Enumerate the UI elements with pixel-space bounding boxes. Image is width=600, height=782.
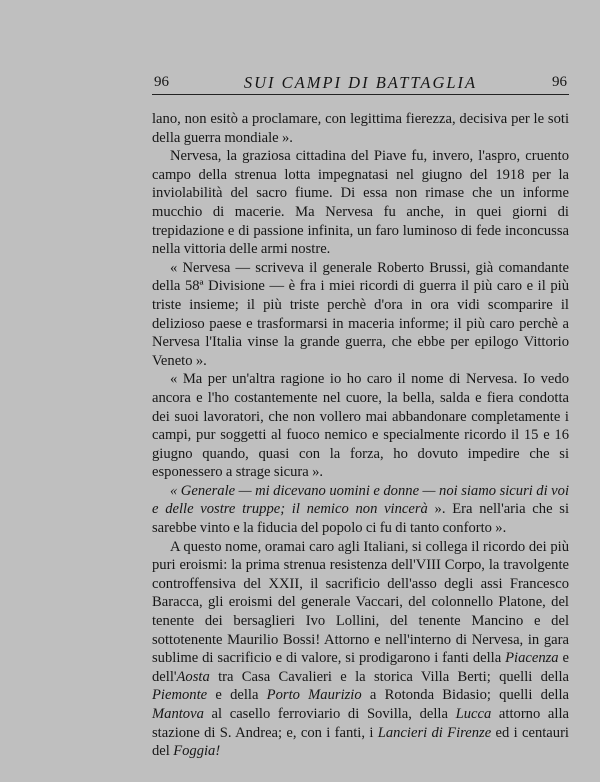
running-title: SUI CAMPI DI BATTAGLIA [243, 73, 478, 92]
paragraph-text: attorno alla stazione di S. Andrea; e, con i fanti, i [152, 706, 569, 741]
paragraph [152, 370, 569, 482]
italic-text: Lancieri di Firenze [377, 724, 492, 741]
italic-text: Lucca [455, 706, 492, 722]
paragraph-text: ed i centauri del [152, 724, 569, 760]
paragraph-text: al casello ferroviario di Sovilla, della [203, 706, 456, 722]
paragraph-text: A questo nome, oramai caro agli Italiani, si collega il ricordo dei più puri eroismi: la prima strenua resistenza dell'VIII Corpo, la travolgente controffensiva del XXII, il sacrificio dell'asso degli assi Francesco Baracca, gli eroismi del generale Vaccari, del colonnello Platone, del tenente dei bersaglieri Ivo Lollini, del tenente Mancino e del sottotenente Maurilio Bossi! Attorno e nell'interno di Nervesa, in gara sublime di sacrificio e di valore, si prodigarono i fanti della [152, 538, 569, 667]
paragraph-text: lano, non esitò a proclamare, con legittima fierezza, decisiva per le soti della guerra mondiale ». [152, 111, 569, 146]
italic-text: Piacenza [505, 650, 559, 667]
paragraph-text: ». Era nell'aria che si sarebbe vinto e la fiducia del popolo ci fu di tanto conforto ». [152, 501, 569, 537]
body-text [152, 110, 569, 761]
paragraph-text: Nervesa, la graziosa cittadina del Piave fu, invero, l'aspro, cruento campo della strenua lotta impegnatasi nel giugno del 1918 per la inviolabilità del sacro fiume. Di essa non rimase che un informe mucchio di macerie. Ma Nervesa fu anche, in quei giorni di trepidazione e di passione infinita, un faro luminoso di fede inconcussa nella vittoria delle armi nostre. [152, 148, 569, 258]
paragraph [152, 482, 569, 538]
page-number-right: 96 [552, 74, 567, 90]
paragraph [152, 147, 569, 259]
paragraph-text: e dell' [152, 650, 570, 685]
page-number-left: 96 [154, 74, 169, 90]
paragraph-text: « Ma per un'altra ragione io ho caro il nome di Nervesa. Io vedo ancora e l'ho costantemente nel cuore, la bella, salda e fiera condotta dei suoi lavoratori, che non vollero mai abbandonare completamente i campi, pur soggetti al fuoco nemico e specialmente ricordo il 15 e 16 giugno quando, quasi con la forza, ho dovuto impedire che si esponessero a strage sicura ». [152, 371, 569, 481]
paragraph [152, 259, 569, 371]
paragraph-text: « Nervesa — scriveva il generale Roberto Brussi, già comandante della 58ª Divisione — è fra i miei ricordi di guerra il più caro e il più triste insieme; il più triste perchè d'ora in ora vidi scomparire il delizioso paese e trasformarsi in maceria informe; il più caro perchè a Nervesa l'Italia vinse la grande guerra, che ebbe per epilogo Vittorio Veneto ». [152, 259, 569, 369]
italic-text: Porto Maurizio [266, 687, 362, 704]
paragraph [152, 538, 569, 761]
italic-text: Mantova [152, 706, 204, 722]
paragraph [152, 110, 569, 147]
italic-text: « Generale — mi dicevano uomini e donne — noi siamo sicuri di voi e delle vostre truppe; il nemico non vincerà [152, 482, 569, 518]
italic-text: Foggia! [173, 743, 221, 760]
italic-text: Aosta [176, 668, 210, 685]
paragraph-text: e della [207, 687, 267, 704]
paragraph-text: tra Casa Cavalieri e la storica Villa Berti; quelli della [209, 668, 569, 685]
italic-text: Piemonte [152, 687, 208, 704]
paragraph-text: a Rotonda Bidasio; quelli della [361, 687, 570, 704]
page-header [152, 72, 569, 95]
